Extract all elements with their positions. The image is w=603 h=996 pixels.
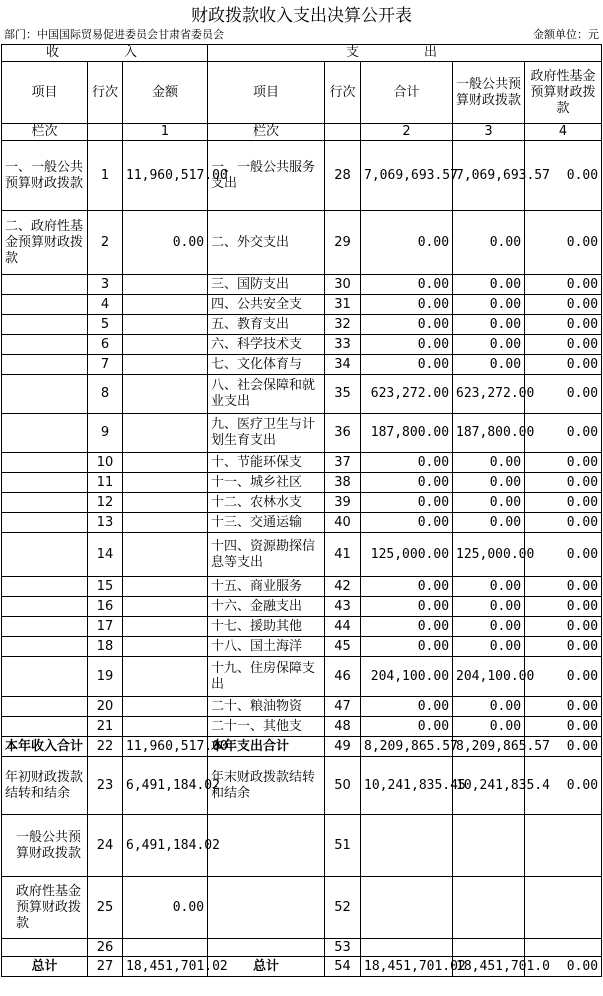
income-item-cell [2,697,88,717]
expense-row-no-cell: 50 [325,757,361,815]
income-row-no-cell: 26 [88,939,123,957]
table-row [2,637,602,657]
expense-item-cell: 六、科学技术支 [208,335,325,355]
expense-row-no-cell: 31 [325,295,361,315]
gov-fund-cell: 0.00 [525,355,602,375]
header-income-row-no: 行次 [88,62,123,124]
general-budget-cell: 0.00 [453,275,525,295]
column-index-blank [88,124,123,141]
gov-fund-cell: 0.00 [525,757,602,815]
income-row-no-cell: 19 [88,657,123,697]
income-row-no-cell: 11 [88,473,123,493]
general-budget-cell: 0.00 [453,335,525,355]
general-budget-cell: 0.00 [453,473,525,493]
income-amount-cell [123,939,208,957]
expense-row-no-cell: 52 [325,877,361,939]
expense-total-cell: 623,272.00 [361,375,453,414]
expense-item-cell: 四、公共安全支 [208,295,325,315]
gov-fund-cell: 0.00 [525,315,602,335]
table-row [2,355,602,375]
column-index-1: 1 [123,124,208,141]
income-row-no-cell: 16 [88,597,123,617]
table-row [2,315,602,335]
income-amount-cell [123,414,208,453]
gov-fund-cell: 0.00 [525,335,602,355]
income-item-cell [2,275,88,295]
expense-row-no-cell: 36 [325,414,361,453]
income-row-no-cell: 4 [88,295,123,315]
expense-row-no-cell: 38 [325,473,361,493]
income-item-cell: 一、一般公共预算财政拨款 [2,141,88,211]
income-row-no-cell: 20 [88,697,123,717]
expense-total-cell: 7,069,693.57 [361,141,453,211]
expense-item-cell [208,877,325,939]
gov-fund-cell: 0.00 [525,533,602,577]
income-row-no-cell: 21 [88,717,123,737]
income-amount-cell [123,577,208,597]
table-row [2,533,602,577]
expense-row-no-cell: 48 [325,717,361,737]
income-amount-cell [123,533,208,577]
expense-item-cell: 十九、住房保障支出 [208,657,325,697]
general-budget-cell: 0.00 [453,577,525,597]
general-budget-cell: 0.00 [453,315,525,335]
expense-total-cell: 10,241,835.45 [361,757,453,815]
income-amount-cell: 6,491,184.02 [123,815,208,877]
expense-total-cell [361,939,453,957]
table-row [2,617,602,637]
expense-total-cell: 0.00 [361,637,453,657]
general-budget-cell: 0.00 [453,355,525,375]
expense-total-cell: 0.00 [361,493,453,513]
expense-total-cell [361,815,453,877]
gov-fund-cell: 0.00 [525,737,602,757]
general-budget-cell: 10,241,835.4 [453,757,525,815]
table-row [2,697,602,717]
general-budget-cell: 125,000.00 [453,533,525,577]
expense-item-cell: 一、一般公共服务支出 [208,141,325,211]
expense-total-cell: 0.00 [361,315,453,335]
expense-row-no-cell: 28 [325,141,361,211]
expense-item-cell: 十五、商业服务 [208,577,325,597]
unit-label: 金额单位：元 [533,28,599,41]
expense-item-cell: 三、国防支出 [208,275,325,295]
income-item-cell [2,617,88,637]
general-budget-cell: 0.00 [453,697,525,717]
income-row-no-cell: 25 [88,877,123,939]
income-amount-cell: 11,960,517.00 [123,141,208,211]
table-row [2,657,602,697]
expense-total-cell: 0.00 [361,577,453,597]
general-budget-cell: 0.00 [453,453,525,473]
income-row-no-cell: 22 [88,737,123,757]
income-item-cell [2,597,88,617]
expense-item-cell: 八、社会保障和就业支出 [208,375,325,414]
income-amount-cell: 6,491,184.02 [123,757,208,815]
expense-total-cell: 0.00 [361,597,453,617]
expense-total-cell: 204,100.00 [361,657,453,697]
expense-row-no-cell: 44 [325,617,361,637]
general-budget-cell: 0.00 [453,513,525,533]
table-row [2,375,602,414]
finance-table [1,44,602,977]
gov-fund-cell: 0.00 [525,275,602,295]
column-index-label: 栏次 [2,124,88,141]
table-row [2,295,602,315]
expense-row-no-cell: 37 [325,453,361,473]
income-amount-cell [123,657,208,697]
gov-fund-cell [525,939,602,957]
income-item-cell: 一般公共预算财政拨款 [2,815,88,877]
expense-row-no-cell: 32 [325,315,361,335]
income-amount-cell [123,717,208,737]
gov-fund-cell: 0.00 [525,513,602,533]
income-amount-cell [123,617,208,637]
table-row [2,335,602,355]
expense-item-cell: 五、教育支出 [208,315,325,335]
expense-item-cell: 十八、国土海洋 [208,637,325,657]
expense-total-cell: 0.00 [361,453,453,473]
table-row [2,939,602,957]
income-row-no-cell: 17 [88,617,123,637]
income-row-no-cell: 1 [88,141,123,211]
expense-section-label: 支 出 [208,45,602,62]
column-index-4: 4 [525,124,602,141]
expense-total-cell: 0.00 [361,211,453,275]
table-row [2,717,602,737]
income-item-cell [2,295,88,315]
income-row-no-cell: 12 [88,493,123,513]
income-item-cell [2,453,88,473]
general-budget-cell: 204,100.00 [453,657,525,697]
table-row [2,211,602,275]
column-index-blank-2 [325,124,361,141]
expense-item-cell: 九、医疗卫生与计划生育支出 [208,414,325,453]
income-row-no-cell: 2 [88,211,123,275]
expense-item-cell: 十二、农林水支 [208,493,325,513]
general-budget-cell: 8,209,865.57 [453,737,525,757]
column-index-row [2,124,602,141]
income-row-no-cell: 23 [88,757,123,815]
gov-fund-cell: 0.00 [525,577,602,597]
expense-item-cell [208,939,325,957]
gov-fund-cell: 0.00 [525,414,602,453]
table-row [2,473,602,493]
expense-item-cell: 总计 [208,957,325,977]
table-row [2,957,602,977]
expense-row-no-cell: 45 [325,637,361,657]
general-budget-cell: 0.00 [453,637,525,657]
general-budget-cell: 0.00 [453,493,525,513]
expense-total-cell: 18,451,701.02 [361,957,453,977]
income-amount-cell: 0.00 [123,877,208,939]
income-row-no-cell: 24 [88,815,123,877]
income-item-cell [2,577,88,597]
gov-fund-cell: 0.00 [525,295,602,315]
column-index-3: 3 [453,124,525,141]
expense-row-no-cell: 39 [325,493,361,513]
expense-total-cell: 0.00 [361,513,453,533]
income-item-cell [2,533,88,577]
expense-item-cell: 二、外交支出 [208,211,325,275]
income-amount-cell [123,295,208,315]
column-header-row [2,62,602,124]
income-amount-cell [123,275,208,295]
table-row [2,577,602,597]
expense-item-cell: 十三、交通运输 [208,513,325,533]
expense-row-no-cell: 49 [325,737,361,757]
expense-item-cell: 二十一、其他支 [208,717,325,737]
table-row [2,597,602,617]
expense-item-cell: 十四、资源勘探信息等支出 [208,533,325,577]
general-budget-cell: 18,451,701.0 [453,957,525,977]
expense-row-no-cell: 41 [325,533,361,577]
income-item-cell [2,414,88,453]
income-amount-cell [123,375,208,414]
general-budget-cell: 623,272.00 [453,375,525,414]
general-budget-cell: 0.00 [453,211,525,275]
income-amount-cell [123,697,208,717]
table-row [2,493,602,513]
general-budget-cell: 7,069,693.57 [453,141,525,211]
income-item-cell [2,473,88,493]
expense-row-no-cell: 33 [325,335,361,355]
income-section-label: 收 入 [2,45,208,62]
expense-item-cell: 十一、城乡社区 [208,473,325,493]
expense-total-cell: 187,800.00 [361,414,453,453]
income-amount-cell [123,315,208,335]
income-item-cell [2,335,88,355]
gov-fund-cell: 0.00 [525,617,602,637]
income-item-cell [2,315,88,335]
table-row [2,815,602,877]
table-row [2,141,602,211]
income-item-cell [2,939,88,957]
gov-fund-cell: 0.00 [525,141,602,211]
income-row-no-cell: 15 [88,577,123,597]
expense-total-cell: 0.00 [361,335,453,355]
income-amount-cell [123,513,208,533]
income-row-no-cell: 13 [88,513,123,533]
gov-fund-cell [525,815,602,877]
table-row [2,513,602,533]
header-total: 合计 [361,62,453,124]
general-budget-cell [453,815,525,877]
gov-fund-cell: 0.00 [525,493,602,513]
table-row [2,414,602,453]
income-row-no-cell: 6 [88,335,123,355]
header-gov-fund: 政府性基金预算财政拨款 [525,62,602,124]
expense-row-no-cell: 51 [325,815,361,877]
income-amount-cell [123,473,208,493]
income-item-cell: 本年收入合计 [2,737,88,757]
expense-item-cell: 年末财政拨款结转和结余 [208,757,325,815]
gov-fund-cell: 0.00 [525,473,602,493]
expense-total-cell: 0.00 [361,717,453,737]
income-row-no-cell: 27 [88,957,123,977]
income-amount-cell [123,453,208,473]
gov-fund-cell: 0.00 [525,697,602,717]
income-item-cell [2,493,88,513]
income-amount-cell: 0.00 [123,211,208,275]
gov-fund-cell: 0.00 [525,717,602,737]
income-item-cell [2,375,88,414]
expense-row-no-cell: 40 [325,513,361,533]
income-row-no-cell: 14 [88,533,123,577]
general-budget-cell: 0.00 [453,717,525,737]
income-item-cell: 总计 [2,957,88,977]
income-item-cell [2,717,88,737]
column-index-label-2: 栏次 [208,124,325,141]
income-row-no-cell: 5 [88,315,123,335]
gov-fund-cell: 0.00 [525,453,602,473]
gov-fund-cell: 0.00 [525,637,602,657]
expense-item-cell: 二十、粮油物资 [208,697,325,717]
income-item-cell [2,355,88,375]
expense-total-cell: 0.00 [361,355,453,375]
income-amount-cell: 18,451,701.02 [123,957,208,977]
general-budget-cell [453,939,525,957]
expense-item-cell: 十七、援助其他 [208,617,325,637]
general-budget-cell [453,877,525,939]
expense-item-cell [208,815,325,877]
income-amount-cell [123,355,208,375]
table-row [2,737,602,757]
header-expense-row-no: 行次 [325,62,361,124]
income-row-no-cell: 18 [88,637,123,657]
header-general-budget: 一般公共预算财政拨款 [453,62,525,124]
income-row-no-cell: 9 [88,414,123,453]
column-index-2: 2 [361,124,453,141]
expense-total-cell: 0.00 [361,473,453,493]
expense-item-cell: 十、节能环保支 [208,453,325,473]
expense-total-cell: 0.00 [361,697,453,717]
gov-fund-cell: 0.00 [525,657,602,697]
gov-fund-cell: 0.00 [525,597,602,617]
expense-row-no-cell: 29 [325,211,361,275]
general-budget-cell: 0.00 [453,597,525,617]
expense-row-no-cell: 30 [325,275,361,295]
page-title: 财政拨款收入支出决算公开表 [191,6,412,26]
income-amount-cell [123,597,208,617]
income-item-cell [2,513,88,533]
income-row-no-cell: 7 [88,355,123,375]
income-row-no-cell: 8 [88,375,123,414]
income-item-cell [2,657,88,697]
expense-total-cell: 8,209,865.57 [361,737,453,757]
section-header-row [2,45,602,62]
income-item-cell: 二、政府性基金预算财政拨款 [2,211,88,275]
general-budget-cell: 0.00 [453,617,525,637]
income-amount-cell [123,637,208,657]
expense-total-cell: 125,000.00 [361,533,453,577]
table-row [2,453,602,473]
gov-fund-cell: 0.00 [525,957,602,977]
expense-row-no-cell: 47 [325,697,361,717]
expense-item-cell: 七、文化体育与 [208,355,325,375]
header-income-amount: 金额 [123,62,208,124]
header-expense-item: 项目 [208,62,325,124]
income-row-no-cell: 10 [88,453,123,473]
expense-item-cell: 十六、金融支出 [208,597,325,617]
expense-row-no-cell: 46 [325,657,361,697]
gov-fund-cell: 0.00 [525,375,602,414]
department-label: 部门：中国国际贸易促进委员会甘肃省委员会 [4,28,224,41]
gov-fund-cell [525,877,602,939]
expense-total-cell [361,877,453,939]
income-item-cell: 政府性基金预算财政拨款 [2,877,88,939]
expense-row-no-cell: 43 [325,597,361,617]
table-row [2,757,602,815]
table-row [2,275,602,295]
income-item-cell: 年初财政拨款结转和结余 [2,757,88,815]
expense-row-no-cell: 54 [325,957,361,977]
expense-total-cell: 0.00 [361,295,453,315]
expense-row-no-cell: 35 [325,375,361,414]
expense-item-cell: 本年支出合计 [208,737,325,757]
income-row-no-cell: 3 [88,275,123,295]
header-income-item: 项目 [2,62,88,124]
general-budget-cell: 0.00 [453,295,525,315]
expense-row-no-cell: 53 [325,939,361,957]
expense-row-no-cell: 42 [325,577,361,597]
gov-fund-cell: 0.00 [525,211,602,275]
income-item-cell [2,637,88,657]
income-amount-cell [123,335,208,355]
expense-total-cell: 0.00 [361,275,453,295]
table-row [2,877,602,939]
expense-total-cell: 0.00 [361,617,453,637]
income-amount-cell: 11,960,517.00 [123,737,208,757]
income-amount-cell [123,493,208,513]
expense-row-no-cell: 34 [325,355,361,375]
general-budget-cell: 187,800.00 [453,414,525,453]
